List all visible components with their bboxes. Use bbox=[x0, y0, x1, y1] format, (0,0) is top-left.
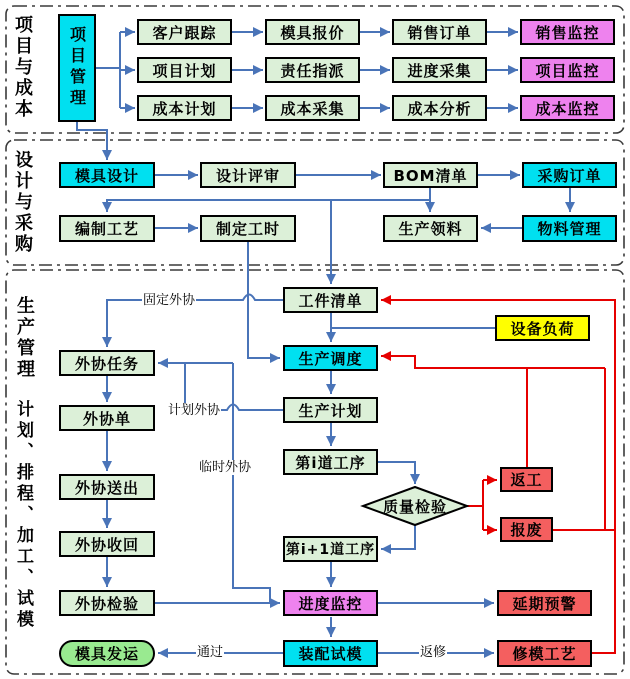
box-cost-collect: 成本采集 bbox=[265, 95, 360, 121]
box-outsource-inspect: 外协检验 bbox=[59, 590, 155, 616]
box-cost-analysis: 成本分析 bbox=[392, 95, 487, 121]
box-sales-order: 销售订单 bbox=[392, 19, 487, 45]
box-sales-monitor: 销售监控 bbox=[520, 19, 615, 45]
box-purchase-order: 采购订单 bbox=[522, 162, 617, 188]
box-mold-design: 模具设计 bbox=[59, 162, 155, 188]
section-sublabel-production: 计划、排程、加工、试模 bbox=[13, 400, 33, 631]
box-mold-quote: 模具报价 bbox=[265, 19, 360, 45]
box-work-hours: 制定工时 bbox=[200, 215, 296, 242]
box-duty-assign: 责任指派 bbox=[265, 57, 360, 83]
box-assembly-trial: 装配试模 bbox=[283, 640, 378, 667]
box-design-review: 设计评审 bbox=[200, 162, 296, 188]
box-delay-warning: 延期预警 bbox=[497, 590, 592, 616]
box-project-mgmt: 项目管理 bbox=[58, 14, 96, 122]
box-cost-plan: 成本计划 bbox=[137, 95, 232, 121]
box-progress-collect: 进度采集 bbox=[392, 57, 487, 83]
box-rework: 返工 bbox=[500, 467, 553, 492]
box-op-i: 第i道工序 bbox=[283, 449, 378, 475]
box-outsource-return: 外协收回 bbox=[59, 531, 155, 557]
box-work-list: 工件清单 bbox=[283, 287, 378, 313]
box-process-prep: 编制工艺 bbox=[59, 215, 155, 242]
box-material-issue: 生产领料 bbox=[383, 215, 478, 242]
box-bom-list: BOM清单 bbox=[383, 162, 478, 188]
box-project-monitor: 项目监控 bbox=[520, 57, 615, 83]
box-scrap: 报废 bbox=[500, 517, 553, 542]
box-outsource-send: 外协送出 bbox=[59, 474, 155, 500]
edge-label-fixed-outsource: 固定外协 bbox=[143, 293, 196, 308]
quality-check-label: 质量检验 bbox=[382, 497, 447, 516]
edge-label-repair: 返修 bbox=[420, 645, 447, 660]
section-label-project-cost: 项目与成本 bbox=[12, 15, 33, 120]
edge-label-temporary-outsource: 临时外协 bbox=[199, 460, 252, 475]
edge-label-pass: 通过 bbox=[197, 645, 224, 660]
box-cost-monitor: 成本监控 bbox=[520, 95, 615, 121]
box-mold-repair: 修模工艺 bbox=[497, 640, 592, 667]
box-outsource-task: 外协任务 bbox=[59, 350, 155, 376]
box-material-mgmt: 物料管理 bbox=[522, 215, 617, 242]
box-prod-dispatch: 生产调度 bbox=[283, 345, 378, 371]
box-outsource-order: 外协单 bbox=[59, 405, 155, 431]
box-prod-plan: 生产计划 bbox=[283, 397, 378, 423]
box-mold-ship: 模具发运 bbox=[59, 640, 155, 667]
box-equip-load: 设备负荷 bbox=[495, 315, 590, 341]
section-label-production: 生产管理 bbox=[14, 296, 35, 380]
box-customer-tracking: 客户跟踪 bbox=[137, 19, 232, 45]
box-progress-monitor: 进度监控 bbox=[283, 590, 378, 616]
edge-label-planned-outsource: 计划外协 bbox=[168, 403, 221, 418]
box-project-plan: 项目计划 bbox=[137, 57, 232, 83]
section-label-design-purchase: 设计与采购 bbox=[12, 150, 33, 255]
box-op-i-plus-1: 第i+1道工序 bbox=[283, 536, 378, 562]
